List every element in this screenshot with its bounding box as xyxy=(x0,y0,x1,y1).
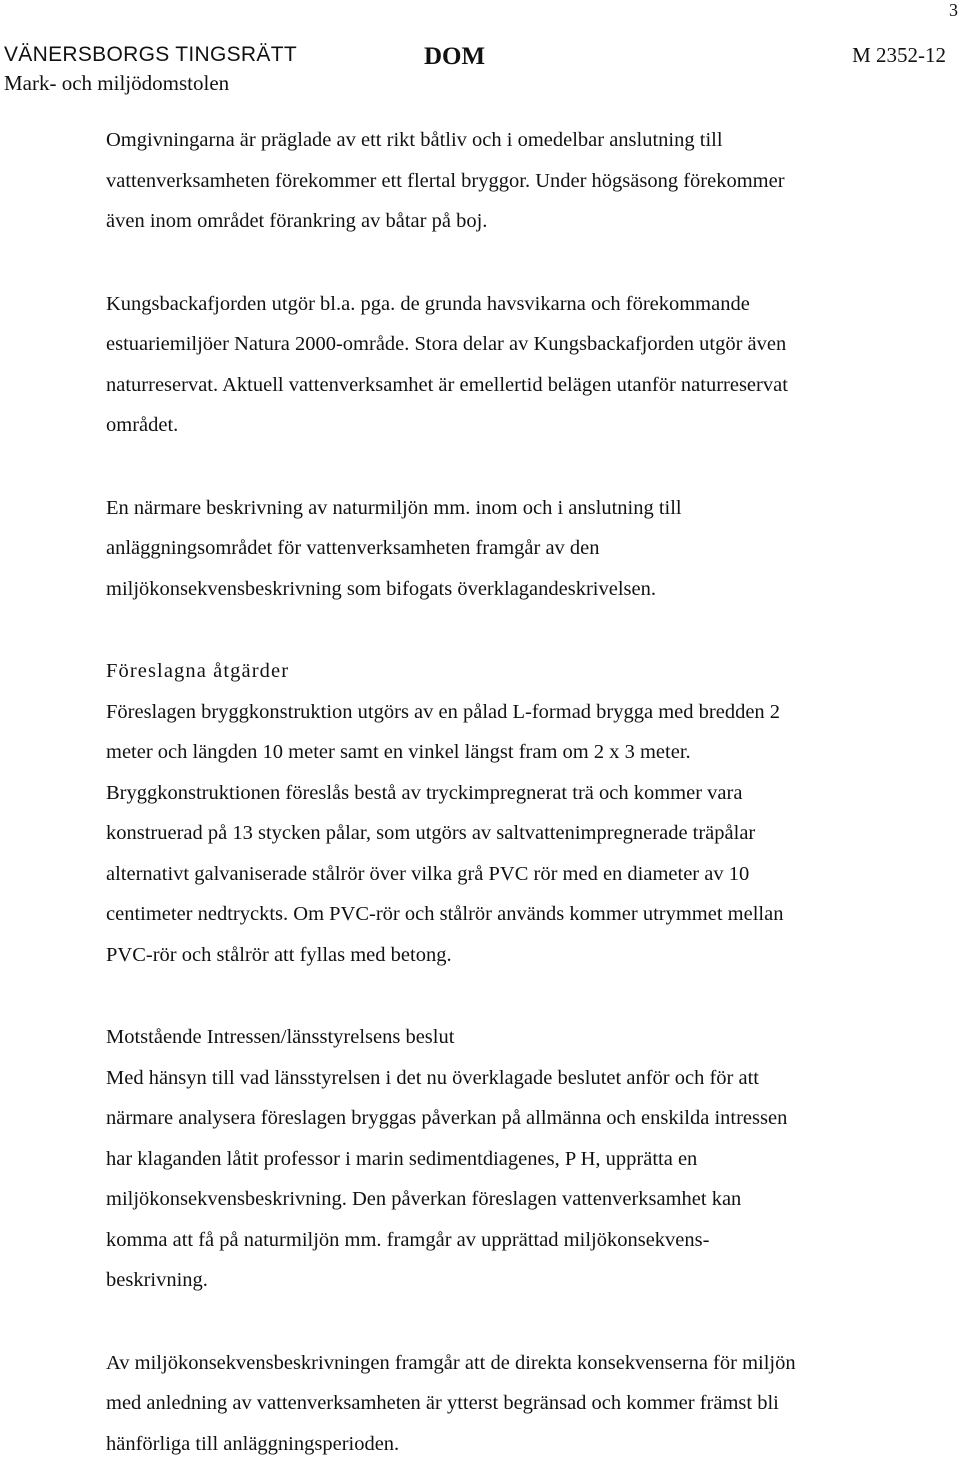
text-line: Föreslagen bryggkonstruktion utgörs av en pålad L-formad brygga med bredden 2 xyxy=(106,692,896,733)
text-line: konstruerad på 13 stycken pålar, som utgörs av saltvattenimpregnerade träpålar xyxy=(106,813,896,854)
document-body xyxy=(106,120,896,1464)
text-line: Av miljökonsekvensbeskrivningen framgår att de direkta konsekvenserna för miljön xyxy=(106,1343,896,1384)
paragraph-boating xyxy=(106,120,896,242)
text-line: även inom området förankring av båtar på boj. xyxy=(106,201,896,242)
text-line: komma att få på naturmiljön mm. framgår av upprättad miljökonsekvens- xyxy=(106,1220,896,1261)
text-line: beskrivning. xyxy=(106,1260,896,1301)
text-line: vattenverksamheten förekommer ett flertal bryggor. Under högsäsong förekommer xyxy=(106,161,896,202)
text-line: miljökonsekvensbeskrivning. Den påverkan föreslagen vattenverksamhet kan xyxy=(106,1179,896,1220)
text-line: Bryggkonstruktionen föreslås bestå av tryckimpregnerat trä och kommer vara xyxy=(106,773,896,814)
text-line: anläggningsområdet för vattenverksamheten framgår av den xyxy=(106,528,896,569)
text-line: centimeter nedtryckts. Om PVC-rör och stålrör används kommer utrymmet mellan xyxy=(106,894,896,935)
text-line: meter och längden 10 meter samt en vinkel längst fram om 2 x 3 meter. xyxy=(106,732,896,773)
text-line: PVC-rör och stålrör att fyllas med betong. xyxy=(106,935,896,976)
text-line: Med hänsyn till vad länsstyrelsen i det nu överklagade beslutet anför och för att xyxy=(106,1058,896,1099)
text-line: hänförliga till anläggningsperioden. xyxy=(106,1424,896,1464)
text-line: området. xyxy=(106,405,896,446)
text-line: estuariemiljöer Natura 2000-område. Stora delar av Kungsbackafjorden utgör även xyxy=(106,324,896,365)
document-type: DOM xyxy=(424,42,485,72)
paragraph-county-decision xyxy=(106,1058,896,1301)
text-line: närmare analysera föreslagen bryggas påverkan på allmänna och enskilda intressen xyxy=(106,1098,896,1139)
text-line: med anledning av vattenverksamheten är ytterst begränsad och kommer främst bli xyxy=(106,1383,896,1424)
page-number: 3 xyxy=(949,0,958,20)
text-line: miljökonsekvensbeskrivning som bifogats överklagandeskrivelsen. xyxy=(106,569,896,610)
text-line: naturreservat. Aktuell vattenverksamhet är emellertid belägen utanför naturreservat xyxy=(106,365,896,406)
text-line: Kungsbackafjorden utgör bl.a. pga. de grunda havsvikarna och förekommande xyxy=(106,284,896,325)
text-line: En närmare beskrivning av naturmiljön mm. inom och i anslutning till xyxy=(106,488,896,529)
section-heading-opposing-interests: Motstående Intressen/länsstyrelsens beslut xyxy=(106,1017,896,1058)
text-line: har klaganden låtit professor i marin sedimentdiagenes, P H, upprätta en xyxy=(106,1139,896,1180)
text-line: alternativt galvaniserade stålrör över vilka grå PVC rör med en diameter av 10 xyxy=(106,854,896,895)
paragraph-consequences xyxy=(106,1343,896,1464)
court-department: Mark- och miljödomstolen xyxy=(4,70,229,96)
paragraph-construction xyxy=(106,692,896,976)
text-line: Omgivningarna är präglade av ett rikt båtliv och i omedelbar anslutning till xyxy=(106,120,896,161)
section-heading-proposed-measures: Föreslagna åtgärder xyxy=(106,651,896,692)
court-name: VÄNERSBORGS TINGSRÄTT xyxy=(4,42,297,68)
paragraph-natura xyxy=(106,284,896,446)
paragraph-description xyxy=(106,488,896,610)
case-number: M 2352-12 xyxy=(852,42,946,68)
